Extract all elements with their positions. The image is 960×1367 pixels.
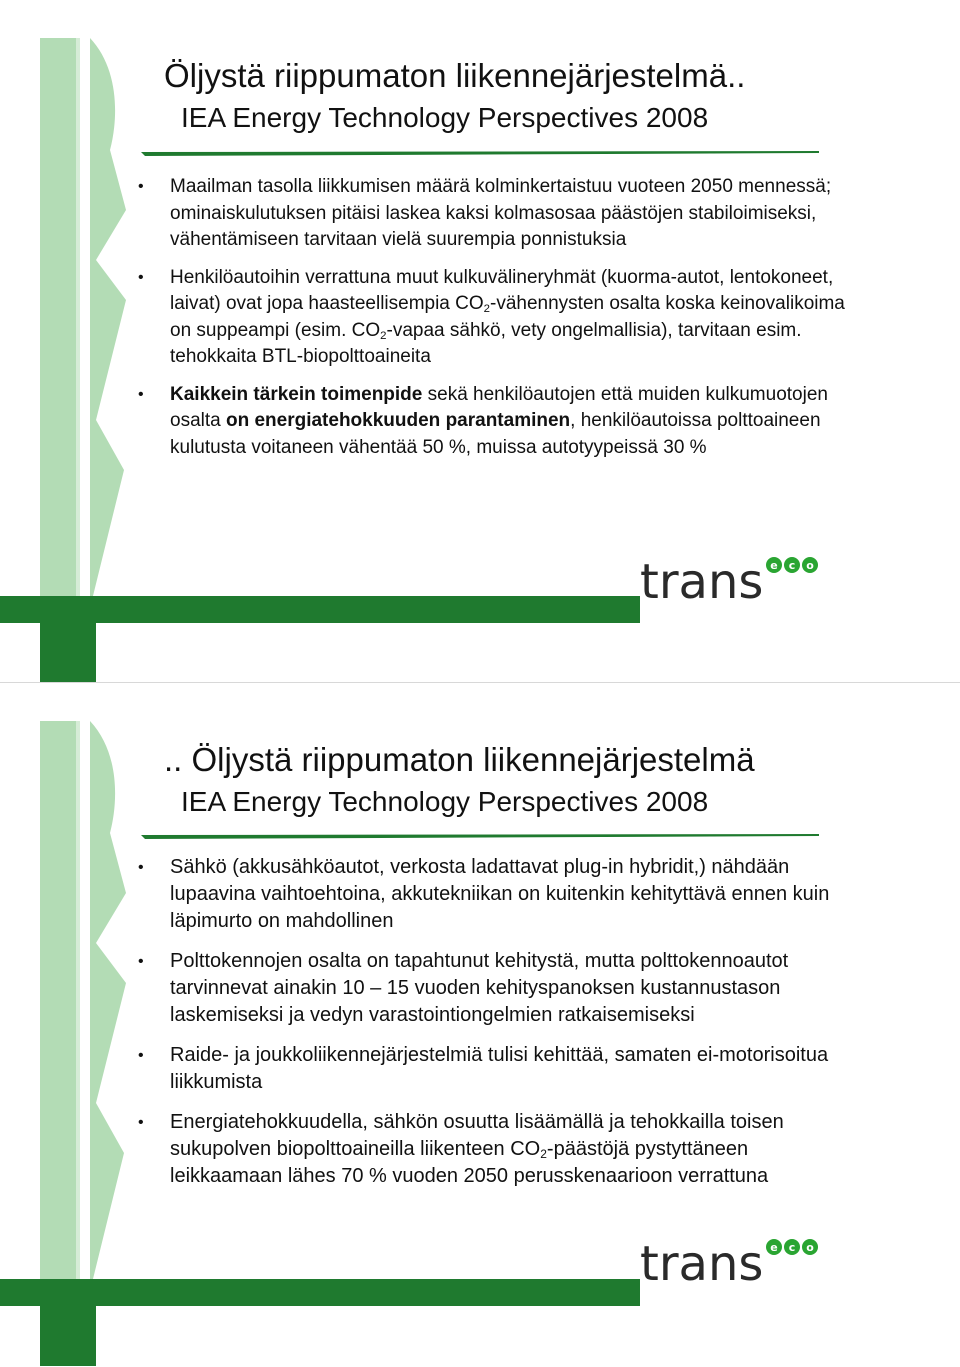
logo-eco-e: e [770, 1241, 778, 1254]
logo-eco-c: c [788, 559, 796, 572]
slide-title: Öljystä riippumaton liikennejärjestelmä.. [164, 57, 746, 94]
logo-eco-circles [766, 557, 818, 573]
bullet-text: Maailman tasolla liikkumisen määrä kolminkertaistuu vuoteen 2050 mennessä; ominaiskulutuksen pitäisi laskea kaksi kolmasosaa päästöjen stabiloimiseksi, vähentämiseen tarvitaan vielä suurempia ponnistuksia [170, 176, 832, 250]
logo-eco-o: o [806, 1241, 814, 1254]
bullet-list [138, 854, 858, 1203]
subscript: 2 [380, 329, 387, 342]
logo-eco-e: e [770, 559, 778, 572]
bullet-text: Polttokennojen osalta on tapahtunut kehitystä, mutta polttokennoautot tarvinnevat ainakin 10 – 15 vuoden kehityspanoksen kustannustason laskemiseksi ja vedyn varastointiongelmien ratkaisemiseksi [170, 950, 789, 1026]
logo-eco-o: o [806, 559, 814, 572]
logo-eco-c: c [788, 1241, 796, 1254]
bullet-text: , henkilöautoissa polttoaineen kulutusta voitaneen vähentää 50 %, muissa autotyypeissä 30 % [170, 410, 821, 458]
slide-subtitle: IEA Energy Technology Perspectives 2008 [181, 786, 709, 817]
bullet-list [138, 174, 858, 472]
bullet-text: Sähkö (akkusähköautot, verkosta ladattavat plug-in hybridit,) nähdään lupaavina vaihtoehtoina, akkutekniikan on kuitenkin kehityttävä ennen kuin läpimurto on mahdollinen [170, 856, 830, 932]
title-underline [141, 151, 819, 156]
bullet-text: -päästöjä pystyttäneen leikkaamaan lähes 70 % vuoden 2050 perusskenaarioon verrattuna [170, 1138, 769, 1187]
subscript: 2 [483, 302, 491, 315]
logo-eco-circles [766, 1239, 818, 1255]
subscript: 2 [540, 1147, 547, 1161]
bullet-item [138, 854, 858, 935]
logo-trans-text: trans [640, 1236, 764, 1292]
bullet-item [138, 1042, 858, 1096]
bullet-text: Raide- ja joukkoliikennejärjestelmiä tulisi kehittää, samaten ei-motorisoitua liikkumista [170, 1044, 829, 1093]
bullet-text: Henkilöautoihin verrattuna muut kulkuvälineryhmät (kuorma-autot, lentokoneet, laivat) ovat jopa haasteellisempia CO [170, 266, 834, 314]
bullet-item [138, 382, 858, 462]
bullet-text: Energiatehokkuudella, sähkön osuutta lisäämällä ja tehokkailla toisen sukupolven biopolttoaineilla liikenteen CO [170, 1111, 784, 1160]
slide-title: .. Öljystä riippumaton liikennejärjestelmä [164, 741, 755, 778]
bullet-text: -vähennysten osalta koska keinovalikoima on suppeampi (esim. CO [170, 293, 845, 341]
bullet-item [138, 1109, 858, 1190]
bullet-item [138, 948, 858, 1029]
transeco-logo [624, 548, 824, 618]
bullet-text: -vapaa sähkö, vety ongelmallisia), tarvitaan esim. tehokkaita BTL-biopolttoaineita [170, 319, 802, 367]
slide-subtitle: IEA Energy Technology Perspectives 2008 [181, 102, 709, 133]
logo-trans-text: trans [640, 554, 764, 610]
bullet-text: sekä henkilöautojen että muiden kulkumuotojen osalta [170, 383, 828, 431]
bullet-item [138, 174, 858, 254]
bullet-item [138, 265, 858, 371]
title-underline [141, 834, 819, 839]
bold-text: on energiatehokkuuden parantaminen [225, 410, 571, 431]
bold-text: Kaikkein tärkein toimenpide [170, 383, 423, 405]
slide-1 [0, 0, 960, 683]
slide-2 [0, 683, 960, 1366]
transeco-logo [624, 1230, 824, 1300]
